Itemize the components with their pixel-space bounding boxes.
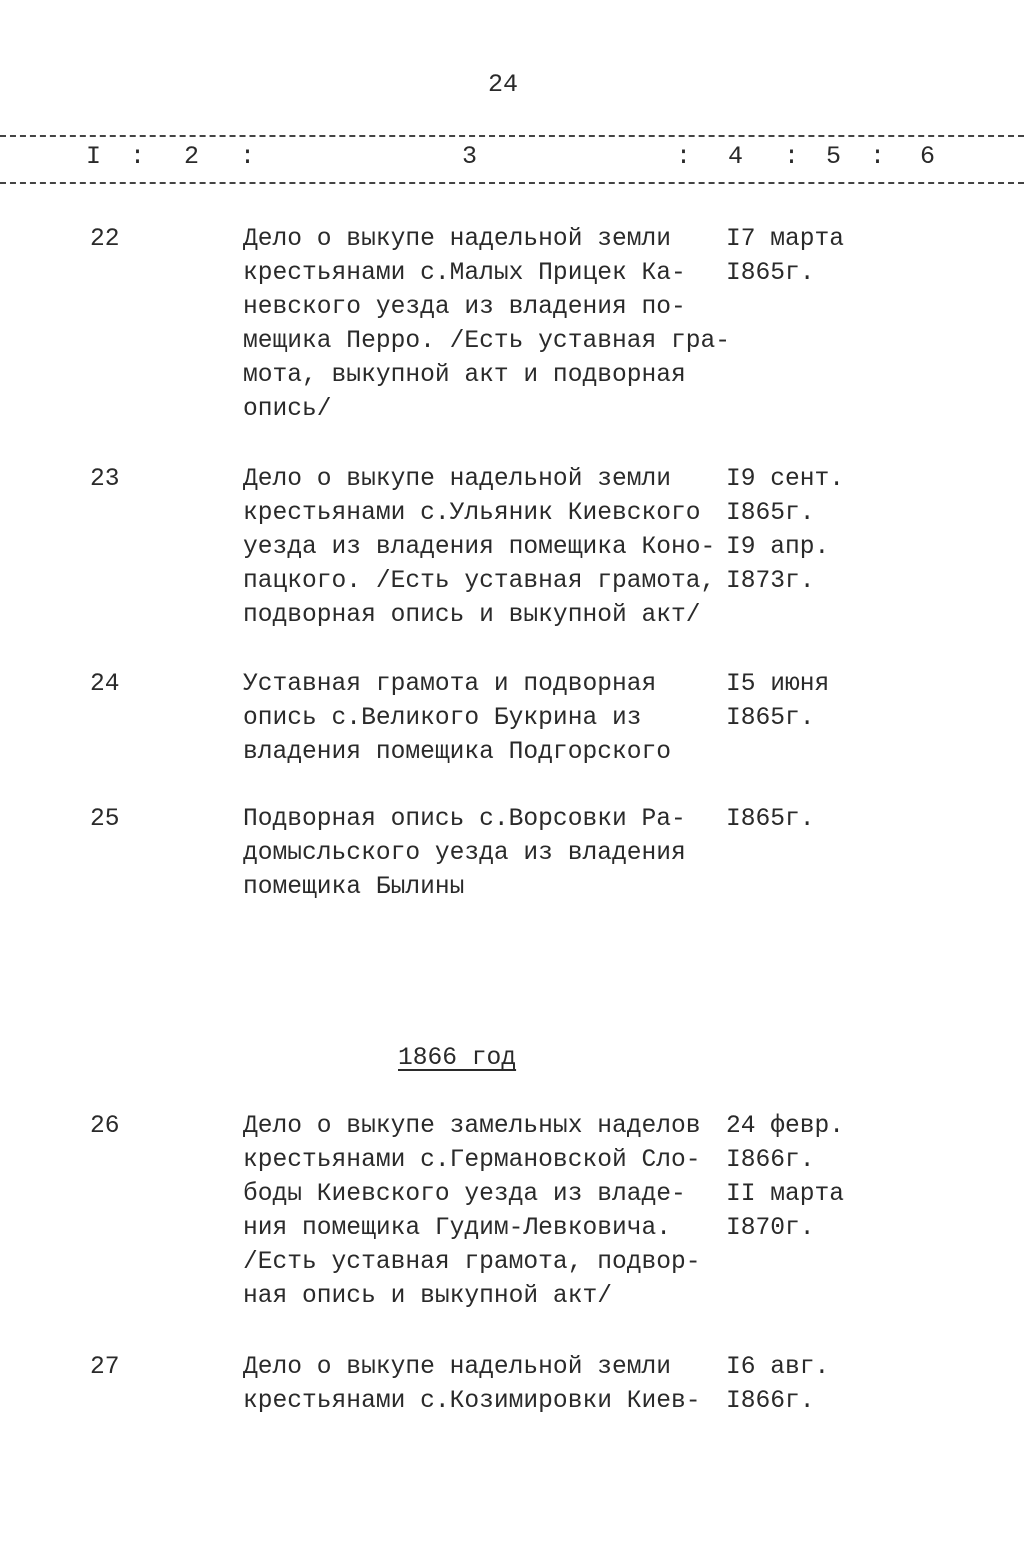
entry-description-line: Уставная грамота и подворная — [243, 671, 657, 698]
entry-description-line: ная опись и выкупной акт/ — [243, 1283, 612, 1310]
entry-date-line: I866г. — [726, 1147, 815, 1174]
entry-description-line: опись/ — [243, 396, 332, 423]
entry-date-line: I870г. — [726, 1215, 815, 1242]
entry-description-line: боды Киевского уезда из владе- — [243, 1181, 686, 1208]
column-separator: : — [870, 142, 886, 171]
entry-date-line: I865г. — [726, 260, 815, 287]
entry-description-line: крестьянами с.Малых Прицек Ка- — [243, 260, 686, 287]
entry-description-line: Дело о выкупе надельной земли — [243, 466, 672, 493]
entry-number: 25 — [90, 806, 120, 833]
entry-description-line: помещика Былины — [243, 874, 465, 901]
entry-date-line: I873г. — [726, 568, 815, 595]
entry-number: 27 — [90, 1354, 120, 1381]
entry-number: 26 — [90, 1113, 120, 1140]
entry-description-line: Дело о выкупе надельной земли — [243, 226, 672, 253]
entry-date-line: I866г. — [726, 1388, 815, 1415]
year-heading: 1866 год — [398, 1045, 517, 1072]
column-header-4: 4 — [728, 142, 744, 171]
entry-description-line: крестьянами с.Германовской Сло- — [243, 1147, 701, 1174]
entry-date-line: I9 сент. — [726, 466, 845, 493]
column-separator: : — [130, 142, 146, 171]
entry-description-line: Подворная опись с.Ворсовки Ра- — [243, 806, 686, 833]
entry-description-line: /Есть уставная грамота, подвор- — [243, 1249, 701, 1276]
entry-description-line: невского уезда из владения по- — [243, 294, 686, 321]
column-separator: : — [676, 142, 692, 171]
entry-date-line: 24 февр. — [726, 1113, 845, 1140]
entry-date-line: I7 марта — [726, 226, 845, 253]
entry-date-line: I865г. — [726, 705, 815, 732]
column-separator: : — [784, 142, 800, 171]
entry-date-line: I865г. — [726, 500, 815, 527]
entry-description-line: подворная опись и выкупной акт/ — [243, 602, 701, 629]
entry-description-line: домысльского уезда из владения — [243, 840, 686, 867]
entry-description-line: пацкого. /Есть уставная грамота, — [243, 568, 716, 595]
entry-number: 24 — [90, 671, 120, 698]
entry-date-line: I5 июня — [726, 671, 830, 698]
entry-description-line: крестьянами с.Ульяник Киевского — [243, 500, 701, 527]
entry-date-line: I9 апр. — [726, 534, 830, 561]
entry-description-line: уезда из владения помещика Коно- — [243, 534, 716, 561]
header-bottom-rule — [0, 182, 1024, 184]
entry-description-line: крестьянами с.Козимировки Киев- — [243, 1388, 701, 1415]
column-header-2: 2 — [184, 142, 200, 171]
column-header-1: I — [86, 142, 102, 171]
header-top-rule — [0, 135, 1024, 137]
column-header-5: 5 — [826, 142, 842, 171]
column-separator: : — [240, 142, 256, 171]
entry-date-line: I865г. — [726, 806, 815, 833]
column-header-3: 3 — [462, 142, 478, 171]
entry-description-line: Дело о выкупе замельных наделов — [243, 1113, 701, 1140]
entry-description-line: мещика Перро. /Есть уставная гра- — [243, 328, 731, 355]
entry-date-line: I6 авг. — [726, 1354, 830, 1381]
entry-date-line: II марта — [726, 1181, 845, 1208]
page-number: 24 — [488, 70, 519, 99]
entry-description-line: ния помещика Гудим-Левковича. — [243, 1215, 672, 1242]
entry-description-line: мота, выкупной акт и подворная — [243, 362, 686, 389]
column-header-6: 6 — [920, 142, 936, 171]
entry-description-line: Дело о выкупе надельной земли — [243, 1354, 672, 1381]
entry-description-line: опись с.Великого Букрина из — [243, 705, 642, 732]
entry-number: 22 — [90, 226, 120, 253]
entry-number: 23 — [90, 466, 120, 493]
entry-description-line: владения помещика Подгорского — [243, 739, 672, 766]
